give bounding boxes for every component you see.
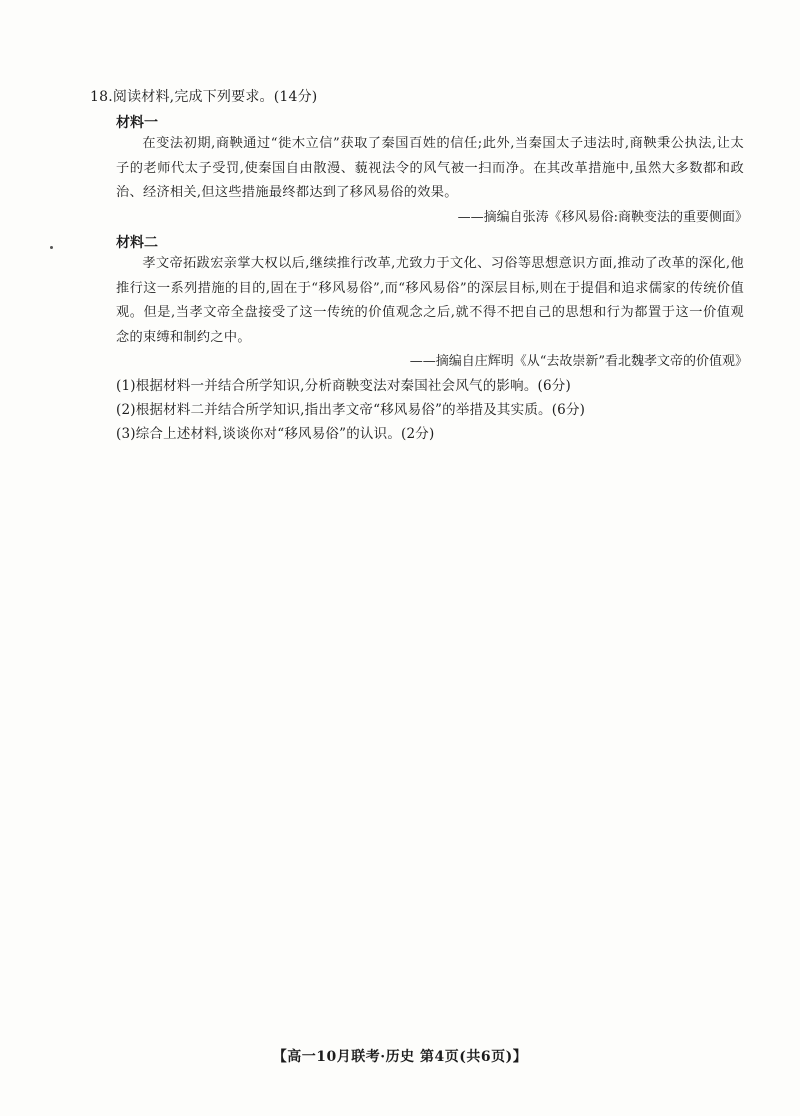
material-two-label: 材料二 [116, 235, 158, 251]
question-title: 18.阅读材料,完成下列要求。(14分) [90, 89, 318, 105]
sub-question-3: (3)综合上述材料,谈谈你对“移风易俗”的认识。(2分) [116, 426, 435, 442]
sub-question-1: (1)根据材料一并结合所学知识,分析商鞅变法对秦国社会风气的影响。(6分) [116, 378, 571, 394]
page-footer: 【高一10月联考·历史 第4页(共6页)】 [272, 1049, 528, 1065]
material-one-source: ——摘编自张涛《移风易俗:商鞅变法的重要侧面》 [457, 210, 748, 225]
scan-speck [50, 246, 53, 249]
sub-question-2: (2)根据材料二并结合所学知识,指出孝文帝“移风易俗”的举措及其实质。(6分) [116, 402, 586, 418]
material-two-source: ——摘编自庄辉明《从“去故崇新”看北魏孝文帝的价值观》 [409, 354, 748, 369]
material-one-body: 在变法初期,商鞅通过“徙木立信”获取了秦国百姓的信任;此外,当秦国太子违法时,商鞅秉公执法,让太子的老师代太子受罚,使秦国自由散漫、藐视法令的风气被一扫而净。在其改革措施中,虽然大多数都和政治、经济相关,但这些措施最终都达到了移风易俗的效果。 [116, 136, 744, 200]
material-one-label: 材料一 [116, 115, 158, 131]
material-two-body: 孝文帝拓跋宏亲掌大权以后,继续推行改革,尤致力于文化、习俗等思想意识方面,推动了改革的深化,他推行这一系列措施的目的,固在于“移风易俗”,而“移风易俗”的深层目标,则在于提倡和追求儒家的传统价值观。但是,当孝文帝全盘接受了这一传统的价值观念之后,就不得不把自己的思想和行为都置于这一价值观念的束缚和制约之中。 [116, 256, 744, 345]
